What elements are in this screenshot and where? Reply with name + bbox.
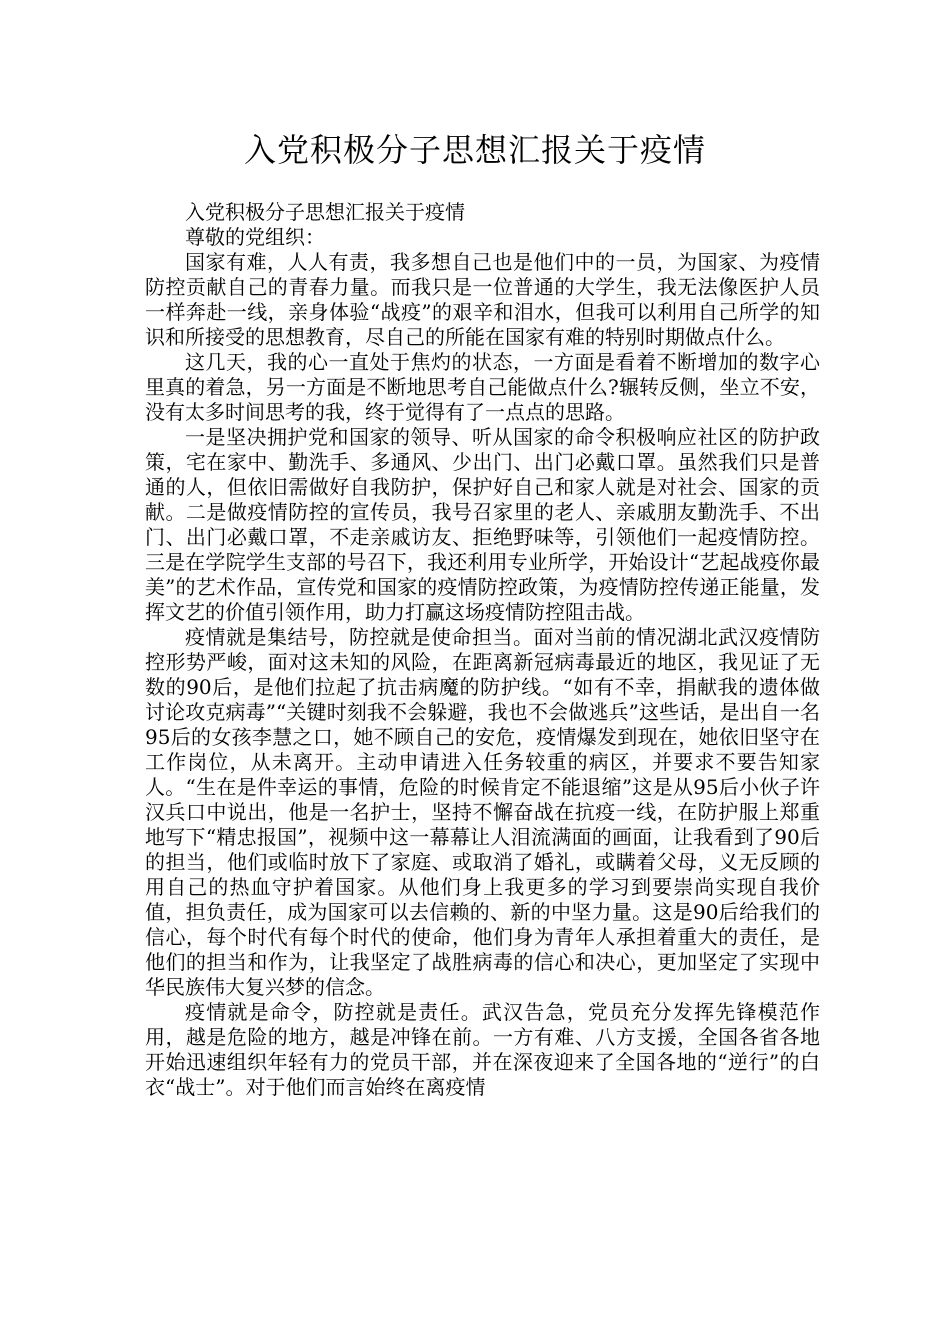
paragraph-2: 这几天，我的心一直处于焦灼的状态，一方面是看着不断增加的数字心里真的着急，另一方面是不断地思考自己能做点什么?辗转反侧，坐立不安，没有太多时间思考的我，终于觉得有了一点点的思路。 (145, 350, 820, 424)
document-body (145, 200, 820, 1100)
paragraph-1: 国家有难，人人有责，我多想自己也是他们中的一员，为国家、为疫情防控贡献自己的青春力量。而我只是一位普通的大学生，我无法像医护人员一样奔赴一线，亲身体验“战疫”的艰辛和泪水，但我可以利用自己所学的知识和所接受的思想教育，尽自己的所能在国家有难的特别时期做点什么。 (145, 250, 820, 349)
paragraph-salutation: 尊敬的党组织： (185, 225, 325, 249)
paragraph-3: 一是坚决拥护党和国家的领导、听从国家的命令积极响应社区的防护政策，宅在家中、勤洗手、多通风、少出门、出门必戴口罩。虽然我们只是普通的人，但依旧需做好自我防护，保护好自己和家人就是对社会、国家的贡献。二是做疫情防控的宣传员，我号召家里的老人、亲戚朋友勤洗手、不出门、出门必戴口罩，不走亲戚访友、拒绝野味等，引领他们一起疫情防控。三是在学院学生支部的号召下，我还利用专业所学，开始设计“艺起战疫你最美”的艺术作品，宣传党和国家的疫情防控政策，为疫情防控传递正能量，发挥文艺的价值引领作用，助力打赢这场疫情防控阻击战。 (145, 425, 820, 624)
paragraph-5: 疫情就是命令，防控就是责任。武汉告急，党员充分发挥先锋模范作用，越是危险的地方，越是冲锋在前。一方有难、八方支援，全国各省各地开始迅速组织年轻有力的党员干部，并在深夜迎来了全国各地的“逆行”的白衣“战士”。对于他们而言始终在离疫情 (145, 1000, 820, 1099)
paragraph-4: 疫情就是集结号，防控就是使命担当。面对当前的情况湖北武汉疫情防控形势严峻，面对这未知的风险，在距离新冠病毒最近的地区，我见证了无数的90后，是他们拉起了抗击病魔的防护线。“如有不幸，捐献我的遗体做讨论攻克病毒”“关键时刻我不会躲避，我也不会做逃兵”这些话，是出自一名95后的女孩李慧之口，她不顾自己的安危，疫情爆发到现在，她依旧坚守在工作岗位，从未离开。主动申请进入任务较重的病区，并要求不要告知家人。“生在是件幸运的事情，危险的时候肯定不能退缩”这是从95后小伙子许汉兵口中说出，他是一名护士，坚持不懈奋战在抗疫一线，在防护服上郑重地写下“精忠报国”，视频中这一幕幕让人泪流满面的画面，让我看到了90后的担当，他们或临时放下了家庭、或取消了婚礼，或瞒着父母，义无反顾的用自己的热血守护着国家。从他们身上我更多的学习到要崇尚实现自我价值，担负责任，成为国家可以去信赖的、新的中坚力量。这是90后给我们的信心，每个时代有每个时代的使命，他们身为青年人承担着重大的责任，是他们的担当和作为，让我坚定了战胜病毒的信心和决心，更加坚定了实现中华民族伟大复兴梦的信念。 (145, 625, 820, 999)
document-title: 入党积极分子思想汇报关于疫情 (243, 131, 706, 169)
paragraph-subtitle: 入党积极分子思想汇报关于疫情 (185, 200, 465, 224)
